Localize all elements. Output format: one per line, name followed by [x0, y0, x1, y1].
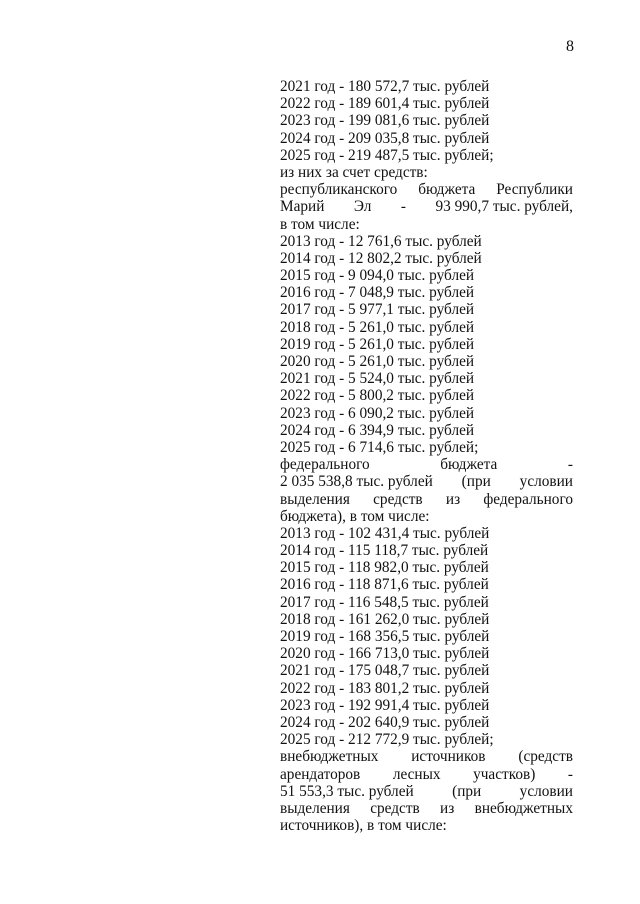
- word: -: [400, 198, 406, 216]
- federal-heading-line-1: [280, 456, 573, 473]
- word: бюджета: [440, 456, 498, 474]
- federal-year-line: 2013 год - 102 431,4 тыс. рублей: [280, 524, 490, 542]
- federal-year-line: 2014 год - 115 118,7 тыс. рублей: [280, 542, 489, 560]
- republican-year-line: 2017 год - 5 977,1 тыс. рублей: [280, 301, 475, 319]
- word: федерального: [280, 456, 370, 474]
- word: выделения: [280, 490, 350, 508]
- extrabudgetary-heading-line-3: [280, 783, 573, 800]
- word: (при: [461, 473, 491, 491]
- word: условии: [519, 782, 573, 800]
- republican-in-that-number: в том числе:: [280, 215, 360, 233]
- total-year-line: 2022 год - 189 601,4 тыс. рублей: [280, 95, 490, 113]
- federal-year-line: 2018 год - 161 262,0 тыс. рублей: [280, 610, 490, 628]
- word: Марий: [280, 198, 325, 216]
- extrabudgetary-heading-line-5: источников), в том числе:: [280, 817, 447, 835]
- word: внебюджетных: [474, 799, 573, 817]
- republican-year-line: 2018 год - 5 261,0 тыс. рублей: [280, 318, 475, 336]
- federal-year-line: 2017 год - 116 548,5 тыс. рублей: [280, 593, 489, 611]
- word: средств: [373, 490, 423, 508]
- word: 51 553,3 тыс. рублей: [280, 782, 414, 800]
- federal-heading-line-2: [280, 473, 573, 490]
- extrabudgetary-heading-line-1: [280, 748, 573, 765]
- republican-year-line: 2015 год - 9 094,0 тыс. рублей: [280, 267, 475, 285]
- republican-year-line: 2013 год - 12 761,6 тыс. рублей: [280, 232, 482, 250]
- federal-year-line: 2024 год - 202 640,9 тыс. рублей: [280, 713, 490, 731]
- republican-year-line: 2016 год - 7 048,9 тыс. рублей: [280, 284, 475, 302]
- total-year-line: 2024 год - 209 035,8 тыс. рублей: [280, 129, 490, 147]
- word: источников: [411, 748, 486, 766]
- republican-year-line: 2014 год - 12 802,2 тыс. рублей: [280, 249, 482, 267]
- word: (при: [452, 782, 482, 800]
- federal-year-line: 2015 год - 118 982,0 тыс. рублей: [280, 559, 489, 577]
- republican-heading-line-2: [280, 198, 573, 215]
- document-text-column: [280, 78, 573, 834]
- federal-year-line: 2016 год - 118 871,6 тыс. рублей: [280, 576, 489, 594]
- word: Эл: [353, 198, 372, 216]
- federal-year-line: 2023 год - 192 991,4 тыс. рублей: [280, 696, 490, 714]
- word: 93 990,7 тыс. рублей,: [435, 198, 573, 216]
- page-number: 8: [566, 38, 574, 55]
- word: выделения: [280, 799, 350, 817]
- republican-heading-line-1: [280, 181, 573, 198]
- republican-year-line: 2023 год - 6 090,2 тыс. рублей: [280, 404, 475, 422]
- extrabudgetary-heading-line-2: [280, 766, 573, 783]
- total-year-line: 2023 год - 199 081,6 тыс. рублей: [280, 112, 490, 130]
- total-year-line: 2025 год - 219 487,5 тыс. рублей;: [280, 146, 494, 164]
- extrabudgetary-heading-line-4: [280, 800, 573, 817]
- sources-intro: из них за счет средств:: [280, 163, 428, 181]
- republican-year-line: 2021 год - 5 524,0 тыс. рублей: [280, 370, 475, 388]
- word: -: [567, 456, 573, 474]
- federal-year-line: 2021 год - 175 048,7 тыс. рублей: [280, 662, 490, 680]
- republican-year-line: 2020 год - 5 261,0 тыс. рублей: [280, 353, 475, 370]
- federal-year-line: 2020 год - 166 713,0 тыс. рублей: [280, 645, 490, 663]
- word: из: [445, 490, 461, 508]
- word: из: [440, 799, 455, 817]
- federal-year-line: 2022 год - 183 801,2 тыс. рублей: [280, 679, 490, 697]
- federal-year-line: 2025 год - 212 772,9 тыс. рублей;: [280, 731, 494, 749]
- republican-year-line: 2025 год - 6 714,6 тыс. рублей;: [280, 438, 479, 456]
- word: федерального: [483, 490, 573, 508]
- word: -: [567, 765, 573, 783]
- federal-heading-line-4: бюджета), в том числе:: [280, 507, 430, 525]
- word: арендаторов: [280, 765, 361, 783]
- republican-year-line: 2024 год - 6 394,9 тыс. рублей: [280, 421, 475, 439]
- word: участков): [473, 765, 536, 783]
- word: 2 035 538,8 тыс. рублей: [280, 473, 433, 491]
- total-year-line: 2021 год - 180 572,7 тыс. рублей: [280, 78, 490, 95]
- word: внебюджетных: [280, 748, 379, 766]
- federal-year-line: 2019 год - 168 356,5 тыс. рублей: [280, 628, 490, 645]
- word: условии: [519, 473, 573, 491]
- word: бюджета: [418, 181, 476, 199]
- word: (средств: [518, 748, 573, 766]
- republican-year-line: 2019 год - 5 261,0 тыс. рублей: [280, 335, 475, 353]
- republican-year-line: 2022 год - 5 800,2 тыс. рублей: [280, 387, 475, 405]
- word: лесных: [392, 765, 441, 783]
- federal-heading-line-3: [280, 491, 573, 508]
- word: республиканского: [280, 181, 398, 199]
- word: средств: [370, 799, 420, 817]
- word: Республики: [496, 181, 573, 199]
